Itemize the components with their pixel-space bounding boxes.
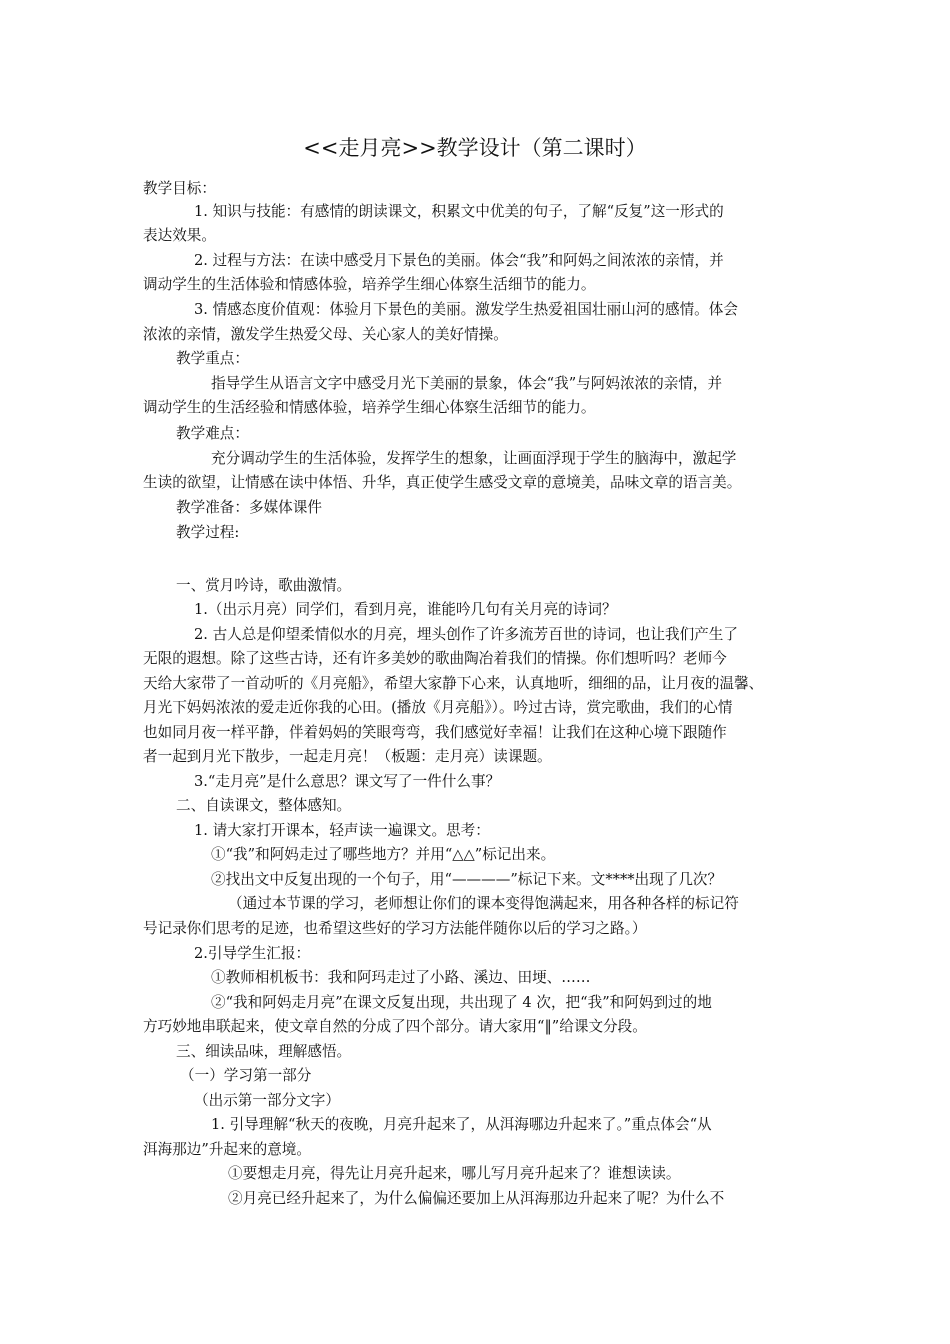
text-line: 1. 知识与技能：有感情的朗读课文，积累文中优美的句子，了解“反复”这一形式的: [194, 203, 724, 220]
text-line: 2.引导学生汇报：: [194, 945, 311, 962]
text-line: 1. 引导理解“秋天的夜晚，月亮升起来了，从洱海哪边升起来了。”重点体会“从: [211, 1116, 712, 1133]
text-line: ②找出文中反复出现的一个句子，用“————”标记下来。文****出现了几次？: [211, 871, 723, 888]
text-line: 表达效果。: [143, 227, 216, 244]
text-line: （通过本节课的学习，老师想让你们的课本变得饱满起来，用各种各样的标记符: [228, 895, 739, 912]
text-line: 调动学生的生活体验和情感体验，培养学生细心体察生活细节的能力。: [143, 276, 596, 293]
text-line: ①要想走月亮，得先让月亮升起来，哪儿写月亮升起来了？谁想读读。: [228, 1165, 681, 1182]
subsection-heading: （一）学习第一部分: [180, 1067, 312, 1084]
text-line: （出示第一部分文字）: [194, 1092, 340, 1109]
text-line: 1.（出示月亮）同学们，看到月亮，谁能吟几句有关月亮的诗词？: [194, 601, 617, 618]
text-line: ②“我和阿妈走月亮”在课文反复出现，共出现了 4 次，把“我”和阿妈到过的地: [211, 994, 712, 1011]
text-line: 生读的欲望，让情感在读中体悟、升华，真正使学生感受文章的意境美，品味文章的语言美。: [143, 474, 742, 491]
text-line: ②月亮已经升起来了，为什么偏偏还要加上从洱海那边升起来了呢？为什么不: [228, 1190, 725, 1207]
difficulties-heading: 教学难点：: [176, 425, 249, 442]
text-line: ①教师相机板书：我和阿玛走过了小路、溪边、田埂、……: [211, 969, 591, 986]
text-line: 调动学生的生活经验和情感体验，培养学生细心体察生活细节的能力。: [143, 399, 596, 416]
preparation-line: 教学准备：多媒体课件: [176, 499, 322, 516]
text-line: 也如同月夜一样平静，伴着妈妈的笑眼弯弯，我们感觉好幸福！让我们在这种心境下跟随作: [143, 724, 727, 741]
text-line: 月光下妈妈浓浓的爱走近你我的心田。(播放《月亮船》）。吟过古诗，赏完歌曲，我们的心情: [143, 699, 733, 716]
text-line: 2. 古人总是仰望柔情似水的月亮，埋头创作了许多流芳百世的诗词，也让我们产生了: [194, 626, 738, 643]
section-heading-3: 三、细读品味，理解感悟。: [176, 1043, 352, 1060]
text-line: 充分调动学生的生活体验，发挥学生的想象，让画面浮现于学生的脑海中，激起学: [211, 450, 737, 467]
key-points-heading: 教学重点：: [176, 350, 249, 367]
text-line: 3. 情感态度价值观：体验月下景色的美丽。激发学生热爱祖国壮丽山河的感情。体会: [194, 301, 738, 318]
section-heading-2: 二、自读课文，整体感知。: [176, 797, 352, 814]
text-line: 号记录你们思考的足迹，也希望这些好的学习方法能伴随你以后的学习之路。）: [143, 920, 647, 937]
process-heading: 教学过程:: [176, 524, 240, 541]
objectives-heading: 教学目标：: [143, 180, 216, 197]
text-line: 3.“走月亮”是什么意思？课文写了一件什么事？: [194, 773, 501, 790]
text-line: 浓浓的亲情，激发学生热爱父母、关心家人的美好情操。: [143, 326, 508, 343]
text-line: 者一起到月光下散步，一起走月亮！（板题：走月亮）读课题。: [143, 748, 552, 765]
text-line: 无限的遐想。除了这些古诗，还有许多美妙的歌曲陶冶着我们的情操。你们想听吗？老师今: [143, 650, 727, 667]
section-heading-1: 一、赏月吟诗，歌曲激情。: [176, 577, 352, 594]
text-line: 1. 请大家打开课本，轻声读一遍课文。思考：: [194, 822, 490, 839]
text-line: ①“我”和阿妈走过了哪些地方？并用“△△”标记出来。: [211, 846, 556, 863]
text-line: 2. 过程与方法：在读中感受月下景色的美丽。体会“我”和阿妈之间浓浓的亲情，并: [194, 252, 724, 269]
text-line: 天给大家带了一首动听的《月亮船》，希望大家静下心来，认真地听，细细的品，让月夜的温馨、: [143, 675, 764, 692]
text-line: 洱海那边”升起来的意境。: [143, 1141, 311, 1158]
text-line: 方巧妙地串联起来，使文章自然的分成了四个部分。请大家用“‖”给课文分段。: [143, 1018, 647, 1035]
text-line: 指导学生从语言文字中感受月光下美丽的景象，体会“我”与阿妈浓浓的亲情，并: [211, 375, 723, 392]
document-title: <<走月亮>>教学设计（第二课时）: [303, 136, 647, 160]
